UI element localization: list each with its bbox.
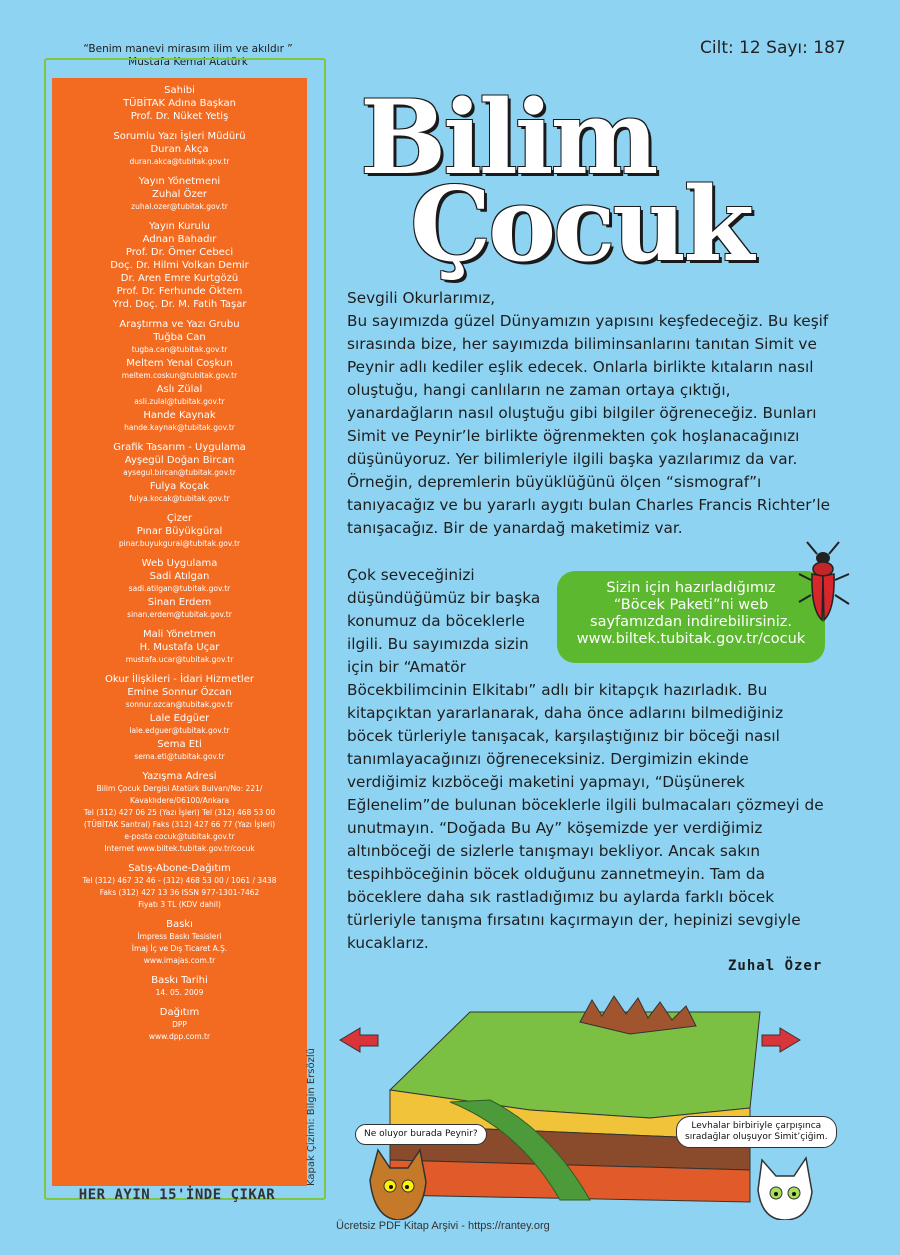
masthead-section <box>52 712 307 737</box>
masthead-section-title: Çizer <box>166 513 193 524</box>
beetle-illustration <box>795 540 855 625</box>
masthead-detail: DPP <box>172 1020 187 1029</box>
cover-credit: Kapak Çizimi: Bilgin Ersözlü <box>306 1048 317 1186</box>
masthead-name: Aslı Zülal <box>156 384 203 395</box>
masthead-detail: Tel (312) 467 32 46 - (312) 468 53 00 / 1061 / 3438 <box>82 876 277 885</box>
masthead-name: Yrd. Doç. Dr. M. Fatih Taşar <box>112 299 247 310</box>
masthead-section-title: Yayın Kurulu <box>148 221 211 232</box>
masthead-detail: asli.zulal@tubitak.gov.tr <box>134 397 225 406</box>
letter-greeting: Sevgili Okurlarımız, <box>347 289 496 307</box>
masthead-detail: Internet www.biltek.tubitak.gov.tr/cocuk <box>104 844 255 853</box>
masthead-section-title: Yazışma Adresi <box>142 771 217 782</box>
masthead-name: Emine Sonnur Özcan <box>127 687 232 698</box>
masthead-name: Doç. Dr. Hilmi Volkan Demir <box>110 260 249 271</box>
masthead-name: Hande Kaynak <box>143 410 216 421</box>
masthead-section-title: Mali Yönetmen <box>142 629 217 640</box>
masthead-section-title: Dağıtım <box>159 1007 200 1018</box>
masthead-detail: pinar.buyukgural@tubitak.gov.tr <box>118 539 241 548</box>
masthead-name: Ayşegül Doğan Bircan <box>124 455 235 466</box>
masthead-section <box>52 673 307 711</box>
masthead-detail: www.dpp.com.tr <box>148 1032 211 1041</box>
masthead-section <box>52 596 307 621</box>
masthead-section <box>52 409 307 434</box>
masthead <box>52 78 307 1186</box>
masthead-section <box>52 480 307 505</box>
footer-note: Ücretsiz PDF Kitap Arşivi - https://rantey.org <box>336 1220 550 1232</box>
masthead-section-title: Araştırma ve Yazı Grubu <box>119 319 240 330</box>
masthead-name: Meltem Yenal Coşkun <box>126 358 233 369</box>
masthead-detail: tugba.can@tubitak.gov.tr <box>131 345 228 354</box>
masthead-detail: Tel (312) 427 06 25 (Yazı İşleri) Tel (312) 468 53 00 <box>83 808 276 817</box>
promo-line-2: “Böcek Paketi”ni web <box>613 597 769 613</box>
masthead-section <box>52 628 307 666</box>
masthead-section <box>52 862 307 911</box>
masthead-detail: Fiyatı 3 TL (KDV dahil) <box>138 900 221 909</box>
masthead-section-title: Satış-Abone-Dağıtım <box>128 863 231 874</box>
masthead-detail: lale.edguer@tubitak.gov.tr <box>129 726 230 735</box>
masthead-name: TÜBİTAK Adına Başkan <box>123 98 236 109</box>
masthead-detail: sonnur.ozcan@tubitak.gov.tr <box>125 700 234 709</box>
speech-bubble-simit-line-2: sıradağlar oluşuyor Simit’çiğim. <box>685 1132 828 1142</box>
masthead-name: Sinan Erdem <box>147 597 212 608</box>
publication-frequency: HER AYIN 15'İNDE ÇIKAR <box>78 1187 276 1203</box>
masthead-section-title: Sahibi <box>164 85 195 96</box>
masthead-detail: İmpress Baskı Tesisleri <box>137 932 222 941</box>
masthead-section-title: Web Uygulama <box>141 558 218 569</box>
masthead-name: Sadi Atılgan <box>149 571 210 582</box>
masthead-section <box>52 130 307 168</box>
logo-line-1: Bilim <box>360 78 656 198</box>
masthead-section-title: Baskı <box>166 919 193 930</box>
masthead-detail: mustafa.ucar@tubitak.gov.tr <box>125 655 234 664</box>
masthead-section-title: Grafik Tasarım - Uygulama <box>113 442 246 453</box>
masthead-name: Lale Edgüer <box>149 713 210 724</box>
masthead-detail: e-posta cocuk@tubitak.gov.tr <box>124 832 235 841</box>
cat-simit-icon <box>758 1158 812 1220</box>
masthead-detail: Bilim Çocuk Dergisi Atatürk Bulvarı/No: 221/ <box>96 784 263 793</box>
masthead-name: Sema Eti <box>157 739 202 750</box>
masthead-detail: sadi.atilgan@tubitak.gov.tr <box>128 584 231 593</box>
masthead-section <box>52 512 307 550</box>
promo-line-3: sayfamızdan indirebilirsiniz. <box>590 614 792 630</box>
letter-paragraph-1: Bu sayımızda güzel Dünyamızın yapısını keşfedeceğiz. Bu keşif sırasında bize, her sayımızda biliminsanlarını tanıtan Simit ve Peynir adlı kediler eşlik edecek. Onlarla birlikte kıtaların nasıl oluştuğu, hangi canlıların ne zaman ortaya çıktığı, yanardağların nasıl oluştuğu gibi bilgiler öğreneceğiz. Bunları Simit ve Peynir’le birlikte öğrenmekten çok hoşlanacağınızı düşünüyoruz. Yer bilimleriyle ilgili başka yazılarımız da var. Örneğin, depremlerin büyüklüğünü ölçen “sismograf”ı tanıyacağız ve bu yararlı aygıtı bulan Charles Francis Richter’le tanışacağız. Bir de yanardağ maketimiz var. <box>347 312 831 537</box>
masthead-name: Prof. Dr. Nüket Yetiş <box>130 111 229 122</box>
masthead-name: Duran Akça <box>150 144 209 155</box>
promo-link[interactable]: www.biltek.tubitak.gov.tr/cocuk <box>576 631 806 647</box>
masthead-section <box>52 738 307 763</box>
masthead-section <box>52 84 307 123</box>
promo-line-1: Sizin için hazırladığımız <box>606 580 776 596</box>
masthead-section <box>52 220 307 311</box>
masthead-section <box>52 770 307 855</box>
masthead-name: Dr. Aren Emre Kurtgözü <box>120 273 239 284</box>
masthead-section <box>52 383 307 408</box>
masthead-name: Prof. Dr. Ömer Cebeci <box>125 247 234 258</box>
masthead-name: Tuğba Can <box>153 332 206 343</box>
masthead-name: Adnan Bahadır <box>142 234 217 245</box>
masthead-detail: aysegul.bircan@tubitak.gov.tr <box>123 468 236 477</box>
masthead-detail: İmaj İç ve Dış Ticaret A.Ş. <box>131 944 228 953</box>
tectonic-plates-illustration <box>330 990 830 1220</box>
masthead-detail: (TÜBİTAK Santral) Faks (312) 427 66 77 (Yazı İşleri) <box>83 820 276 829</box>
issue-number: Cilt: 12 Sayı: 187 <box>700 38 846 58</box>
speech-bubble-simit-line-1: Levhalar birbiriyle çarpışınca <box>691 1121 822 1131</box>
masthead-detail: 14. 05. 2009 <box>155 988 204 997</box>
speech-bubble-simit <box>676 1116 837 1148</box>
speech-bubble-peynir: Ne oluyor burada Peynir? <box>355 1124 487 1145</box>
masthead-detail: hande.kaynak@tubitak.gov.tr <box>124 423 235 432</box>
masthead-name: Zuhal Özer <box>152 189 207 200</box>
masthead-detail: www.imajas.com.tr <box>143 956 216 965</box>
masthead-name: Pınar Büyükgüral <box>136 526 223 537</box>
masthead-detail: meltem.coskun@tubitak.gov.tr <box>121 371 238 380</box>
masthead-section-title: Yayın Yönetmeni <box>138 176 221 187</box>
masthead-section <box>52 357 307 382</box>
masthead-detail: Kavaklıdere/06100/Ankara <box>129 796 230 805</box>
masthead-name: Prof. Dr. Ferhunde Öktem <box>116 286 243 297</box>
motto-author: Mustafa Kemal Atatürk <box>128 56 248 68</box>
masthead-section <box>52 974 307 999</box>
masthead-detail: duran.akca@tubitak.gov.tr <box>129 157 230 166</box>
logo-line-2: Çocuk <box>410 165 752 285</box>
masthead-section <box>52 441 307 479</box>
letter-paragraph-2-end: Böcekbilimcinin Elkitabı” adlı bir kitapçık hazırladık. Bu kitapçıktan yararlanarak, daha önce adlarını bilmediğiniz böcek türleriyle tanışacak, karşılaştığınız bir böceği nasıl tanımlayacağınızı öğreneceksiniz. Dergimizin ekinde verdiğimiz kızböceği maketini yapmayı, “Düşünerek Eğlenelim”de bulunan böceklerle ilgili bulmacaları çözmeyi de unutmayın. “Doğada Bu Ay” köşemizde yer verdiğimiz altınböceği de sizlerle tanışmayı bekliyor. Ancak sakın tespihböceğinin böcek olduğunu zannetmeyin. Tam da böceklere daha sık rastladığımız bu aylarda farklı böcek türleriyle tanışma fırsatını kaçırmayın der, hepinizi sevgiyle kucaklarız. <box>347 681 824 952</box>
masthead-detail: sinan.erdem@tubitak.gov.tr <box>127 610 232 619</box>
masthead-section <box>52 318 307 356</box>
masthead-detail: fulya.kocak@tubitak.gov.tr <box>129 494 230 503</box>
masthead-section <box>52 918 307 967</box>
masthead-detail: zuhal.ozer@tubitak.gov.tr <box>131 202 228 211</box>
letter-paragraph-2-start: Çok seveceğinizi düşündüğümüz bir başka konumuz da böceklerle ilgili. Bu sayımızda sizin için bir “Amatör <box>347 566 541 676</box>
masthead-section <box>52 1006 307 1043</box>
masthead-section <box>52 175 307 213</box>
masthead-section <box>52 557 307 595</box>
masthead-detail: Faks (312) 427 13 36 ISSN 977-1301-7462 <box>99 888 260 897</box>
masthead-name: H. Mustafa Uçar <box>139 642 220 653</box>
letter-signature: Zuhal Özer <box>728 958 823 974</box>
masthead-section-title: Baskı Tarihi <box>151 975 208 986</box>
masthead-detail: sema.eti@tubitak.gov.tr <box>134 752 225 761</box>
masthead-section-title: Okur İlişkileri - İdari Hizmetler <box>105 674 254 685</box>
masthead-name: Fulya Koçak <box>149 481 210 492</box>
masthead-section-title: Sorumlu Yazı İşleri Müdürü <box>113 131 246 142</box>
editor-letter <box>347 287 832 540</box>
promo-box <box>557 571 825 663</box>
motto-quote: “Benim manevi mirasım ilim ve akıldır ” <box>83 43 293 55</box>
